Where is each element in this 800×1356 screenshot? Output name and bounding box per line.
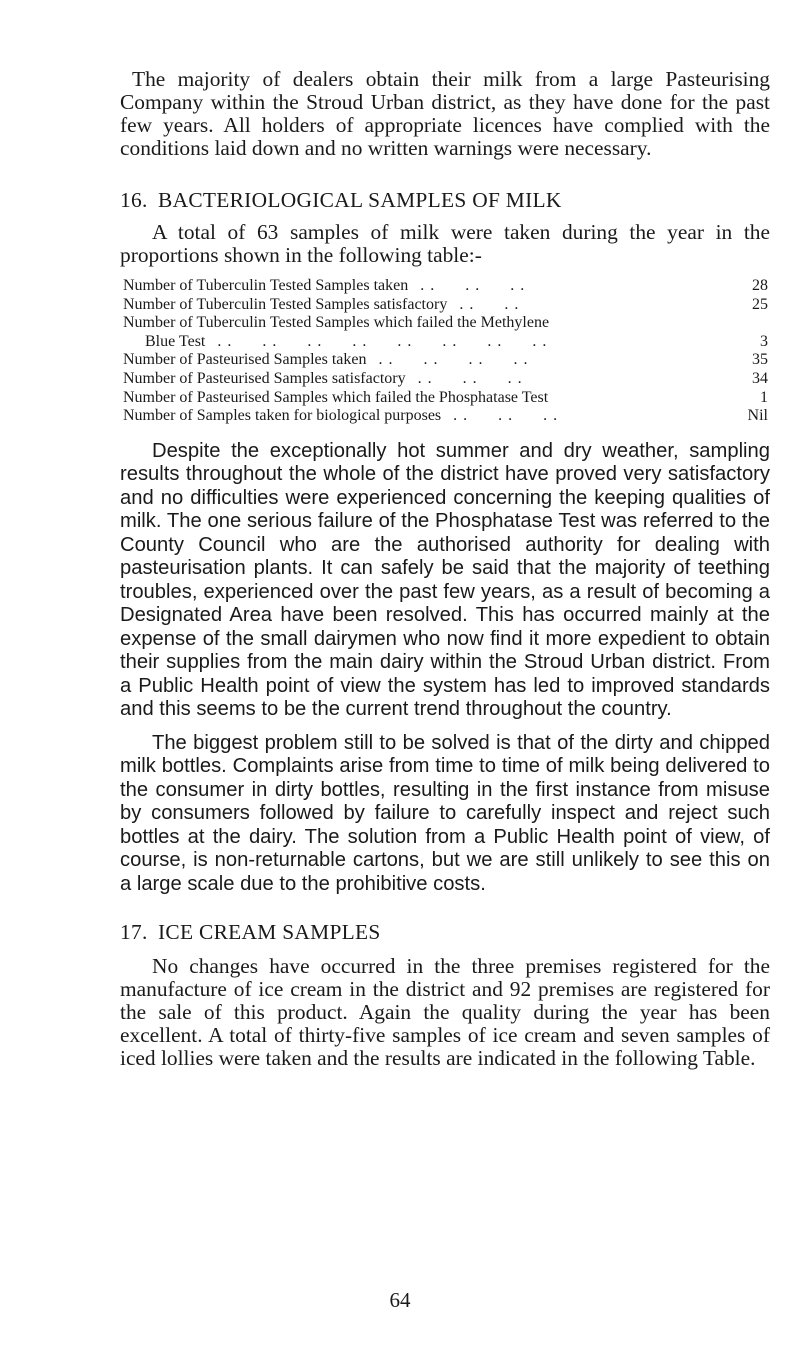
leader-dots: . . . . . .	[453, 407, 559, 425]
section-17-title: ICE CREAM SAMPLES	[158, 920, 381, 945]
sample-value	[728, 314, 768, 333]
intro-paragraph: The majority of dealers obtain their milk from a large Pasteurising Company within the Stroud Urban district, as they have done for the past few years. All holders of appropriate licences have complied with the conditions laid down and no written warnings were necessary.	[120, 67, 770, 160]
sample-label	[123, 314, 728, 333]
sample-label	[123, 351, 728, 370]
section-17-heading	[120, 921, 770, 944]
sample-label-text: Number of Tuberculin Tested Samples satisfactory	[123, 295, 448, 313]
table-row	[123, 296, 768, 315]
milk-samples-table	[123, 277, 768, 426]
table-row	[123, 333, 768, 352]
section-16-heading	[120, 189, 770, 212]
table-row	[123, 370, 768, 389]
section-17-paragraph: No changes have occurred in the three premises registered for the manufacture of ice cream in the district and 92 premises are registered for the sale of this product. Again the quality during the year has been excellent. A total of thirty-five samples of ice cream and seven samples of iced lollies were taken and the results are indicated in the following Table.	[120, 954, 770, 1071]
section-16-intro: A total of 63 samples of milk were taken during the year in the proportions shown in the following table:-	[120, 220, 770, 267]
sample-label	[123, 333, 728, 352]
sample-label-text: Blue Test	[145, 332, 206, 350]
page-number: 64	[389, 1288, 411, 1312]
leader-dots: . . . .	[459, 295, 520, 313]
leader-dots: . . . . . .	[420, 277, 526, 294]
table-row	[123, 389, 768, 408]
table-row	[123, 407, 768, 426]
leader-dots: . . . . . . . . . . . . . . . .	[217, 332, 548, 350]
sample-value: 34	[752, 369, 768, 387]
table-row	[123, 314, 768, 333]
sample-label-text: Number of Pasteurised Samples satisfactory	[123, 369, 406, 387]
sample-label	[123, 389, 728, 408]
section-17-number: 17.	[120, 920, 148, 945]
sample-value: 25	[752, 295, 768, 313]
sample-label-text: Number of Pasteurised Samples taken	[123, 351, 367, 369]
sample-value: Nil	[747, 407, 768, 425]
sample-value: 3	[760, 332, 768, 350]
leader-dots: . . . . . . . .	[378, 351, 529, 369]
table-row	[123, 351, 768, 370]
sample-label	[123, 370, 728, 389]
table-row	[123, 277, 768, 296]
sample-label-text: Number of Pasteurised Samples which failed the Phosphatase Test	[123, 388, 549, 406]
section-16-paragraph-2: The biggest problem still to be solved is that of the dirty and chipped milk bottles. Complaints arise from time to time of milk being delivered to the consumer in dirty bottles, resulting in the first instance from misuse by consumers followed by failure to carefully inspect and reject such bottles at the dairy. The solution from a Public Health point of view, of course, is non-returnable cartons, but we are still unlikely to see this on a large scale due to the prohibitive costs.	[120, 731, 770, 895]
section-16-number: 16.	[120, 188, 148, 212]
document-page	[120, 68, 770, 1070]
leader-dots: . . . . . .	[417, 369, 523, 387]
sample-value: 35	[752, 351, 768, 369]
sample-label	[123, 407, 728, 426]
section-16-title: BACTERIOLOGICAL SAMPLES OF MILK	[158, 188, 562, 212]
sample-label	[123, 296, 728, 315]
sample-label	[123, 277, 728, 296]
sample-value: 1	[760, 388, 768, 406]
sample-label-text: Number of Tuberculin Tested Samples which failed the Methylene	[123, 314, 550, 332]
sample-label-text: Number of Samples taken for biological purposes	[123, 407, 442, 425]
section-16-paragraph-1: Despite the exceptionally hot summer and dry weather, sampling results throughout the whole of the district have proved very satisfactory and no difficulties were experienced concerning the keeping qualities of milk. The one serious failure of the Phosphatase Test was referred to the County Council who are the authorised authority for dealing with pasteurisation plants. It can safely be said that the majority of teething troubles, experienced over the past few years, as a result of becoming a Designated Area have been resolved. This has occurred mainly at the expense of the small dairymen who now find it more expedient to obtain their supplies from the main dairy within the Stroud Urban district. From a Public Health point of view the system has led to improved standards and this seems to be the current trend throughout the country.	[120, 439, 770, 721]
sample-value: 28	[752, 277, 768, 294]
sample-label-text: Number of Tuberculin Tested Samples taken	[123, 277, 409, 294]
